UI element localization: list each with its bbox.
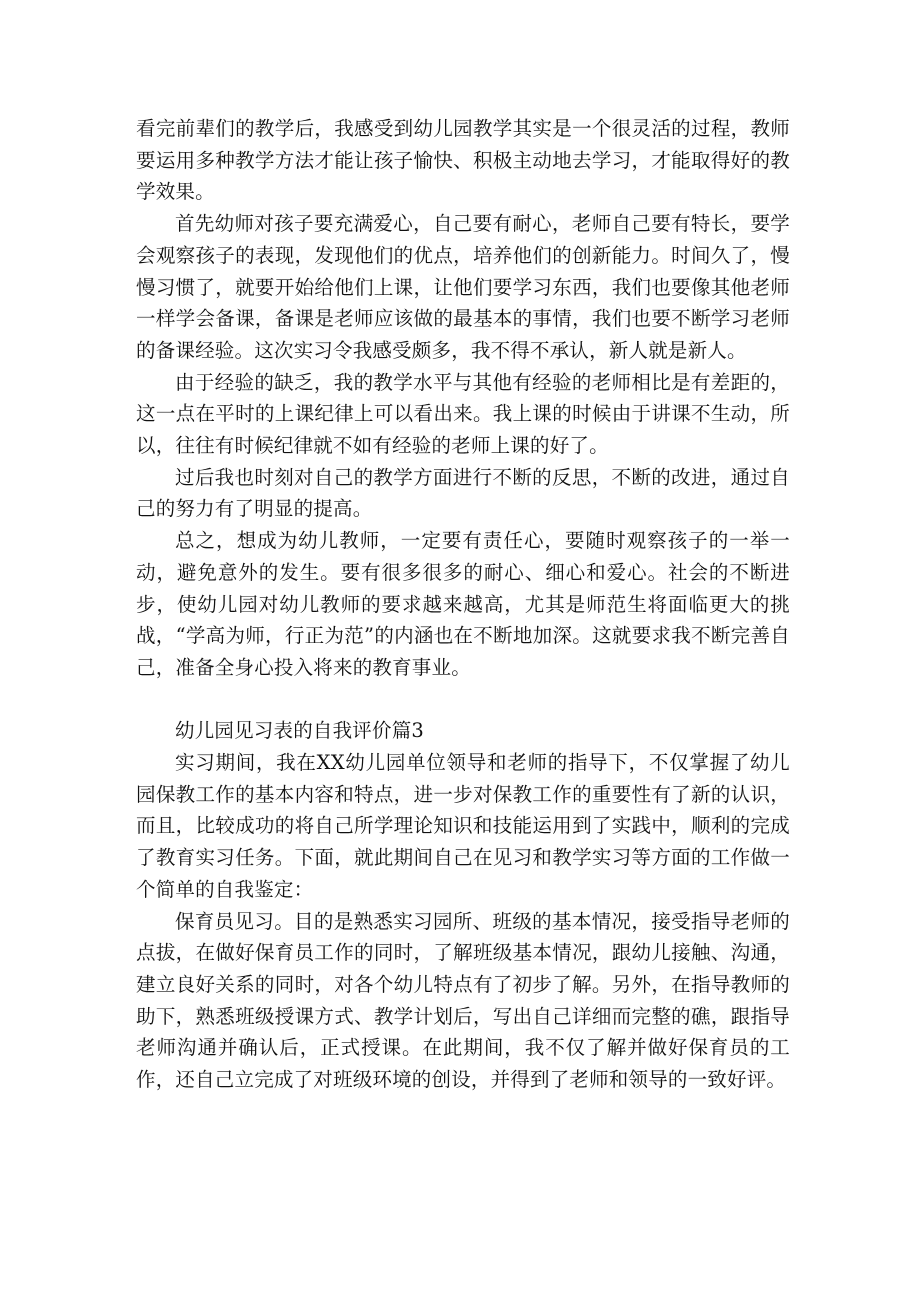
paragraph: 首先幼师对孩子要充满爱心，自己要有耐心，老师自己要有特长，要学会观察孩子的表现，发现他们的优点，培养他们的创新能力。时间久了，慢慢习惯了，就要开始给他们上课，让他们要学习东西，我们也要像其他老师一样学会备课，备课是老师应该做的最基本的事情，我们也要不断学习老师的备课经验。这次实习令我感受颇多，我不得不承认，新人就是新人。 [136, 212, 790, 362]
paragraph: 实习期间，我在XX幼儿园单位领导和老师的指导下，不仅掌握了幼儿园保教工作的基本内容和特点，进一步对保教工作的重要性有了新的认识，而且，比较成功的将自己所学理论知识和技能运用到了实践中，顺利的完成了教育实习任务。下面，就此期间自己在见习和教学实习等方面的工作做一个简单的自我鉴定： [136, 751, 790, 901]
paragraph: 保育员见习。目的是熟悉实习园所、班级的基本情况，接受指导老师的点拔，在做好保育员工作的同时，了解班级基本情况，跟幼儿接触、沟通，建立良好关系的同时，对各个幼儿特点有了初步了解。另外，在指导教师的助下，熟悉班级授课方式、教学计划后，写出自己详细而完整的礁，跟指导老师沟通并确认后，正式授课。在此期间，我不仅了解并做好保育员的工作，还自己立完成了对班级环境的创设，并得到了老师和领导的一致好评。 [136, 909, 790, 1092]
paragraph: 过后我也时刻对自己的教学方面进行不断的反思，不断的改进，通过自己的努力有了明显的提高。 [136, 465, 790, 521]
document-page [136, 113, 790, 1096]
paragraph-continuation: 看完前辈们的教学后，我感受到幼儿园教学其实是一个很灵活的过程，教师要运用多种教学方法才能让孩子愉快、积极主动地去学习，才能取得好的教学效果。 [136, 117, 790, 204]
section-title: 幼儿园见习表的自我评价篇3 [175, 719, 425, 743]
section-gap [136, 684, 790, 716]
paragraph: 总之，想成为幼儿教师，一定要有责任心，要随时观察孩子的一举一动，避免意外的发生。要有很多很多的耐心、细心和爱心。社会的不断进步，使幼儿园对幼儿教师的要求越来越高，尤其是师范生将面临更大的挑战，“学高为师，行正为范”的内涵也在不断地加深。这就要求我不断完善自己，准备全身心投入将来的教育事业。 [136, 529, 790, 679]
paragraph: 由于经验的缺乏，我的教学水平与其他有经验的老师相比是有差距的，这一点在平时的上课纪律上可以看出来。我上课的时候由于讲课不生动，所以，往往有时候纪律就不如有经验的老师上课的好了。 [136, 370, 790, 458]
